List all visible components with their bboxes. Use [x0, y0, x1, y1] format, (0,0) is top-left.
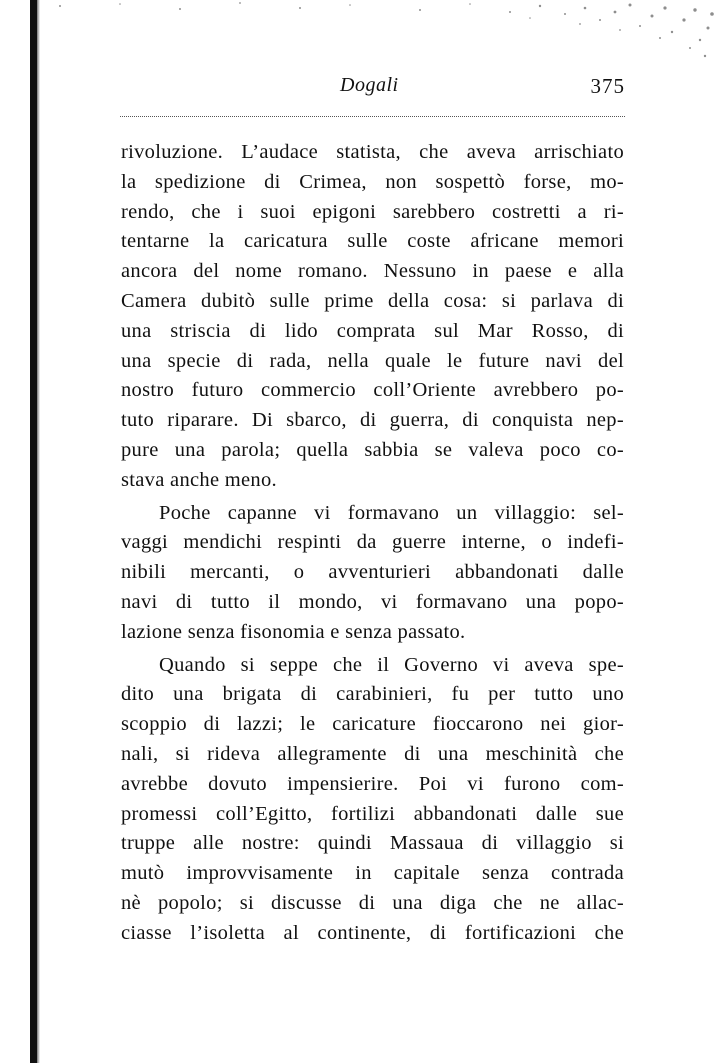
book-spine-shadow: [30, 0, 37, 1063]
text-line: dito una brigata di carabinieri, fu per tutto uno: [121, 683, 624, 706]
page-foxing: [0, 0, 718, 70]
text-line: la spedizione di Crimea, non sospettò forse, mo-: [121, 170, 624, 193]
text-line: lazione senza fisonomia e senza passato.: [121, 620, 466, 643]
paragraph: [121, 138, 624, 496]
text-line: Camera dubitò sulle prime della cosa: si parlava di: [121, 289, 624, 312]
text-line: nali, si rideva allegramente di una meschinità che: [121, 742, 624, 765]
text-line: navi di tutto il mondo, vi formavano una popo-: [121, 590, 624, 613]
text-line: ciasse l’isoletta al continente, di fortificazioni che: [121, 921, 624, 944]
text-line: una striscia di lido comprata sul Mar Rosso, di: [121, 319, 624, 342]
text-line: rivoluzione. L’audace statista, che aveva arrischiato: [121, 141, 624, 163]
body-text: [121, 138, 624, 949]
text-line: nibili mercanti, o avventurieri abbandonati dalle: [121, 561, 624, 584]
text-line: rendo, che i suoi epigoni sarebbero costretti a ri-: [121, 200, 624, 223]
gutter-shadow: [37, 0, 40, 1063]
page-header: [120, 68, 625, 108]
page-number: 375: [590, 74, 625, 98]
text-line: tuto riparare. Di sbarco, di guerra, di conquista nep-: [121, 409, 624, 432]
text-line: avrebbe dovuto impensierire. Poi vi furono com-: [121, 772, 624, 795]
paragraph: [121, 651, 624, 949]
text-line: Poche capanne vi formavano un villaggio: sel-: [159, 501, 624, 524]
text-line: scoppio di lazzi; le caricature fioccarono nei gior-: [121, 713, 624, 736]
text-line: ancora del nome romano. Nessuno in paese e alla: [121, 260, 624, 283]
text-line: una specie di rada, nella quale le future navi del: [121, 349, 624, 372]
text-line: mutò improvvisamente in capitale senza contrada: [121, 862, 624, 885]
paragraph: [121, 499, 624, 648]
text-line: stava anche meno.: [121, 468, 277, 491]
text-line: promessi coll’Egitto, fortilizi abbandonati dalle sue: [121, 802, 624, 825]
header-rule: [120, 116, 625, 117]
text-line: pure una parola; quella sabbia se valeva poco co-: [121, 438, 624, 461]
text-line: vaggi mendichi respinti da guerre interne, o indefi-: [121, 531, 624, 554]
text-line: tentarne la caricatura sulle coste africane memori: [121, 230, 624, 253]
text-line: nè popolo; si discusse di una diga che ne allac-: [121, 891, 624, 914]
text-line: truppe alle nostre: quindi Massaua di villaggio si: [121, 832, 624, 855]
text-line: nostro futuro commercio coll’Oriente avrebbero po-: [121, 379, 624, 402]
text-line: Quando si seppe che il Governo vi aveva spe-: [159, 653, 624, 676]
running-title: Dogali: [340, 74, 399, 96]
